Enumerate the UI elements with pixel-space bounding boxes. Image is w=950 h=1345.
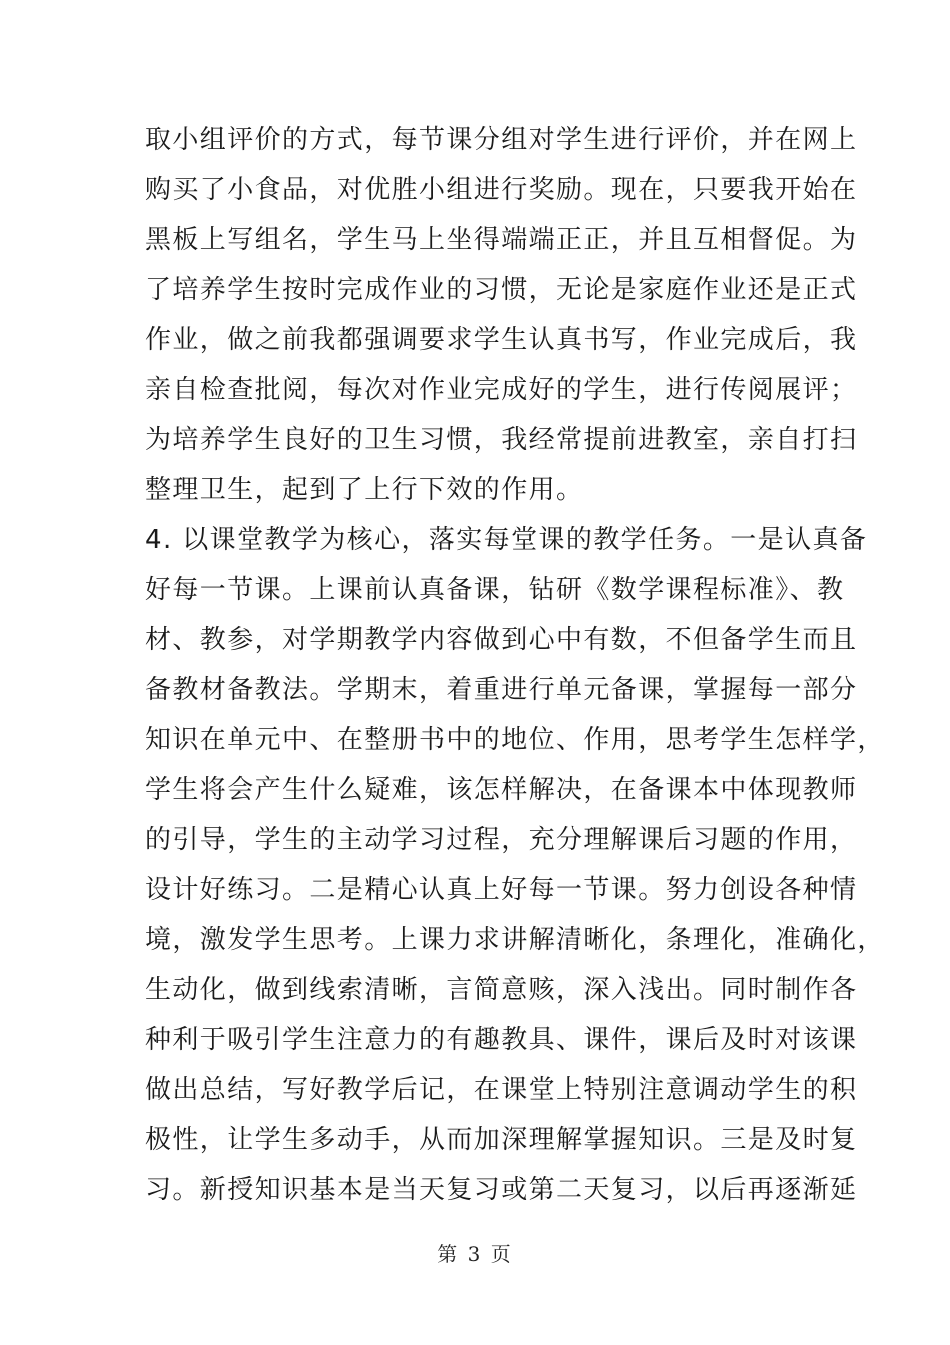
text-line: 黑板上写组名，学生马上坐得端端正正，并且互相督促。为	[145, 225, 858, 255]
text-line: 境，激发学生思考。上课力求讲解清晰化，条理化，准确化，	[145, 925, 885, 955]
text-line: 为培养学生良好的卫生习惯，我经常提前进教室，亲自打扫	[145, 425, 858, 455]
text-line: 种利于吸引学生注意力的有趣教具、课件，课后及时对该课	[145, 1025, 858, 1055]
text-line: 材、教参，对学期教学内容做到心中有数，不但备学生而且	[145, 625, 858, 655]
text-line: 知识在单元中、在整册书中的地位、作用，思考学生怎样学，	[145, 725, 885, 755]
text-line: 取小组评价的方式，每节课分组对学生进行评价，并在网上	[145, 125, 858, 155]
text-line: 的引导，学生的主动学习过程，充分理解课后习题的作用，	[145, 825, 858, 855]
text-line: 做出总结，写好教学后记，在课堂上特别注意调动学生的积	[145, 1075, 858, 1105]
text-line: 整理卫生，起到了上行下效的作用。	[145, 475, 584, 505]
text-line: 4. 以课堂教学为核心，落实每堂课的教学任务。一是认真备	[145, 525, 868, 555]
text-line: 极性，让学生多动手，从而加深理解掌握知识。三是及时复	[145, 1125, 858, 1155]
text-line: 了培养学生按时完成作业的习惯，无论是家庭作业还是正式	[145, 275, 858, 305]
text-line: 作业，做之前我都强调要求学生认真书写，作业完成后，我	[145, 325, 858, 355]
text-line: 生动化，做到线索清晰，言简意赅，深入浅出。同时制作各	[145, 975, 858, 1005]
page-number: 第 3 页	[437, 1242, 513, 1266]
body-text	[145, 115, 885, 1215]
text-line: 设计好练习。二是精心认真上好每一节课。努力创设各种情	[145, 875, 858, 905]
text-line: 学生将会产生什么疑难，该怎样解决，在备课本中体现教师	[145, 775, 858, 805]
text-line: 好每一节课。上课前认真备课，钻研《数学课程标准》、教	[145, 575, 845, 605]
text-line: 备教材备教法。学期末，着重进行单元备课，掌握每一部分	[145, 675, 858, 705]
text-line: 亲自检查批阅，每次对作业完成好的学生，进行传阅展评；	[145, 375, 858, 405]
text-line: 购买了小食品，对优胜小组进行奖励。现在，只要我开始在	[145, 175, 858, 205]
text-line: 习。新授知识基本是当天复习或第二天复习，以后再逐渐延	[145, 1175, 858, 1205]
